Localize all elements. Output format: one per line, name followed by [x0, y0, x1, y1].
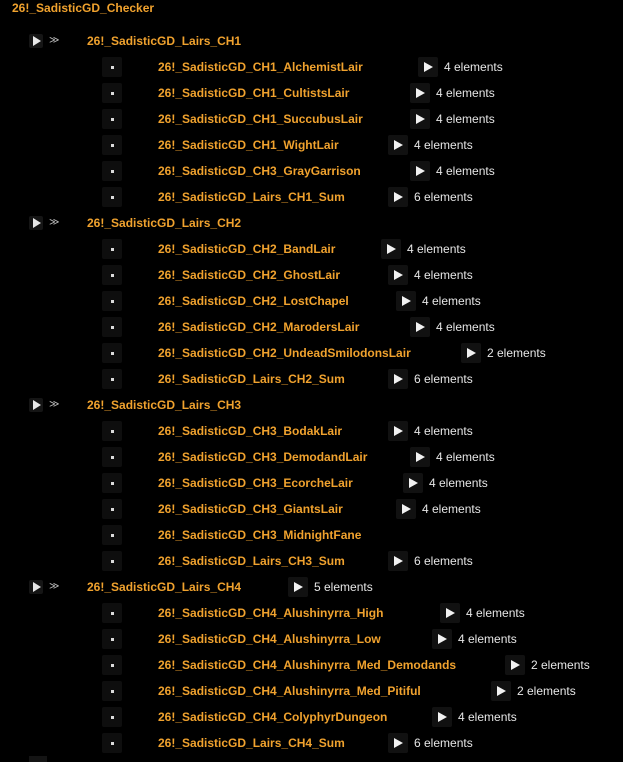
- expand-triangle-icon[interactable]: [432, 707, 452, 727]
- tree-item-label[interactable]: 26!_SadisticGD_CH4_Alushinyrra_Low: [158, 632, 381, 646]
- bullet-icon: [102, 291, 122, 311]
- tree-item-label[interactable]: 26!_SadisticGD_Lairs_CH4_Sum: [158, 736, 345, 750]
- expand-all-icon[interactable]: ≫: [49, 35, 60, 46]
- tree-item-label[interactable]: 26!_SadisticGD_CH4_ColyphyrDungeon: [158, 710, 388, 724]
- expand-all-icon[interactable]: ≫: [49, 399, 60, 410]
- tree-group-row[interactable]: [0, 392, 623, 418]
- element-count-text: 4 elements: [458, 632, 517, 646]
- expand-triangle-icon[interactable]: [396, 291, 416, 311]
- tree-group-row[interactable]: [0, 210, 623, 236]
- element-count-text: 4 elements: [414, 268, 473, 282]
- expand-all-icon[interactable]: ≫: [49, 217, 60, 228]
- bullet-icon: [102, 551, 122, 571]
- element-count-text: 6 elements: [414, 372, 473, 386]
- expand-triangle-icon[interactable]: [388, 551, 408, 571]
- bullet-icon: [102, 421, 122, 441]
- tree-item-label[interactable]: 26!_SadisticGD_CH4_Alushinyrra_High: [158, 606, 384, 620]
- expand-all-icon[interactable]: ≫: [49, 581, 60, 592]
- tree-item-row[interactable]: [0, 132, 623, 158]
- collapse-toggle-icon[interactable]: [29, 580, 43, 594]
- expand-triangle-icon[interactable]: [461, 343, 481, 363]
- element-count-text: 4 elements: [436, 450, 495, 464]
- expand-triangle-icon[interactable]: [388, 733, 408, 753]
- bullet-icon: [102, 499, 122, 519]
- expand-triangle-icon[interactable]: [418, 57, 438, 77]
- tree-item-label[interactable]: 26!_SadisticGD_CH2_LostChapel: [158, 294, 349, 308]
- tree-item-row[interactable]: [0, 184, 623, 210]
- tree-item-label[interactable]: 26!_SadisticGD_CH3_MidnightFane: [158, 528, 362, 542]
- element-count-text: 6 elements: [414, 554, 473, 568]
- bullet-icon: [102, 161, 122, 181]
- element-count-text: 2 elements: [531, 658, 590, 672]
- bullet-icon: [102, 239, 122, 259]
- expand-triangle-icon[interactable]: [403, 473, 423, 493]
- tree-item-row[interactable]: [0, 80, 623, 106]
- expand-triangle-icon[interactable]: [288, 577, 308, 597]
- expand-triangle-icon[interactable]: [410, 161, 430, 181]
- element-count-text: 4 elements: [414, 138, 473, 152]
- tree-item-row[interactable]: [0, 106, 623, 132]
- bullet-icon: [102, 343, 122, 363]
- tree-item-row[interactable]: [0, 418, 623, 444]
- element-count-text: 4 elements: [444, 60, 503, 74]
- element-count-text: 4 elements: [436, 112, 495, 126]
- element-count-text: 4 elements: [466, 606, 525, 620]
- tree-item-row[interactable]: [0, 158, 623, 184]
- tree-group-row[interactable]: [0, 574, 623, 600]
- collapse-toggle-icon[interactable]: [29, 34, 43, 48]
- element-count-text: 2 elements: [487, 346, 546, 360]
- expand-triangle-icon[interactable]: [505, 655, 525, 675]
- tree-item-row[interactable]: [0, 548, 623, 574]
- bullet-icon: [102, 83, 122, 103]
- element-count-text: 4 elements: [436, 164, 495, 178]
- bullet-icon: [102, 265, 122, 285]
- tree-item-label[interactable]: 26!_SadisticGD_CH4_Alushinyrra_Med_Pitiful: [158, 684, 421, 698]
- element-count-text: 4 elements: [436, 86, 495, 100]
- tree-item-row[interactable]: [0, 366, 623, 392]
- element-count-text: 4 elements: [458, 710, 517, 724]
- tree-item-row[interactable]: [0, 262, 623, 288]
- tree-group-row[interactable]: [0, 28, 623, 54]
- tree-item-row[interactable]: [0, 288, 623, 314]
- tree-item-label[interactable]: 26!_SadisticGD_CH3_BodakLair: [158, 424, 343, 438]
- tree-root-label[interactable]: 26!_SadisticGD_Checker: [12, 1, 155, 15]
- tree-item-row[interactable]: [0, 444, 623, 470]
- tree-item-row[interactable]: [0, 470, 623, 496]
- tree-item-row[interactable]: [0, 652, 623, 678]
- tree-item-label[interactable]: 26!_SadisticGD_CH3_DemodandLair: [158, 450, 368, 464]
- tree-item-row[interactable]: [0, 236, 623, 262]
- expand-triangle-icon[interactable]: [410, 83, 430, 103]
- element-count-text: 6 elements: [414, 190, 473, 204]
- element-count-text: 2 elements: [517, 684, 576, 698]
- tree-item-label[interactable]: 26!_SadisticGD_CH1_SuccubusLair: [158, 112, 363, 126]
- tree-group-label[interactable]: 26!_SadisticGD_Lairs_CH2: [87, 216, 242, 230]
- tree-item-label[interactable]: 26!_SadisticGD_Lairs_CH1_Sum: [158, 190, 345, 204]
- tree-item-label[interactable]: 26!_SadisticGD_CH1_WightLair: [158, 138, 339, 152]
- element-count-text: 4 elements: [436, 320, 495, 334]
- expand-triangle-icon[interactable]: [410, 317, 430, 337]
- bullet-icon: [102, 525, 122, 545]
- tree-item-label[interactable]: 26!_SadisticGD_Lairs_CH3_Sum: [158, 554, 345, 568]
- tree-item-row[interactable]: [0, 54, 623, 80]
- bullet-icon: [102, 369, 122, 389]
- tree-item-label[interactable]: 26!_SadisticGD_CH3_EcorcheLair: [158, 476, 353, 490]
- tree-item-label[interactable]: 26!_SadisticGD_CH2_GhostLair: [158, 268, 341, 282]
- expand-triangle-icon[interactable]: [381, 239, 401, 259]
- tree-item-row[interactable]: [0, 678, 623, 704]
- tree-item-label[interactable]: 26!_SadisticGD_CH3_GiantsLair: [158, 502, 343, 516]
- bullet-icon: [102, 57, 122, 77]
- expand-triangle-icon[interactable]: [388, 265, 408, 285]
- expand-triangle-icon[interactable]: [388, 421, 408, 441]
- tree-item-label[interactable]: 26!_SadisticGD_CH1_CultistsLair: [158, 86, 350, 100]
- tree-item-row[interactable]: [0, 496, 623, 522]
- bullet-icon: [102, 707, 122, 727]
- tree-item-label[interactable]: 26!_SadisticGD_CH2_BandLair: [158, 242, 336, 256]
- bullet-icon: [102, 655, 122, 675]
- element-count-text: 6 elements: [414, 736, 473, 750]
- bullet-icon: [102, 135, 122, 155]
- collapse-toggle-icon[interactable]: [29, 398, 43, 412]
- tree-item-label[interactable]: 26!_SadisticGD_CH3_GrayGarrison: [158, 164, 361, 178]
- tree-item-label[interactable]: 26!_SadisticGD_CH1_AlchemistLair: [158, 60, 363, 74]
- element-count-text: 4 elements: [422, 294, 481, 308]
- tree-item-label[interactable]: 26!_SadisticGD_CH4_Alushinyrra_Med_Demodands: [158, 658, 457, 672]
- bullet-icon: [102, 603, 122, 623]
- tree-item-row[interactable]: [0, 704, 623, 730]
- tree-item-row[interactable]: [0, 626, 623, 652]
- expand-triangle-icon[interactable]: [440, 603, 460, 623]
- tree-group-label[interactable]: 26!_SadisticGD_Lairs_CH1: [87, 34, 242, 48]
- expand-triangle-icon[interactable]: [432, 629, 452, 649]
- tree-item-row[interactable]: [0, 522, 623, 548]
- element-count-text: 5 elements: [314, 580, 373, 594]
- expand-triangle-icon[interactable]: [388, 187, 408, 207]
- element-count-text: 4 elements: [429, 476, 488, 490]
- expand-triangle-icon[interactable]: [396, 499, 416, 519]
- bullet-icon: [102, 681, 122, 701]
- tree-item-row[interactable]: [0, 730, 623, 756]
- bullet-icon: [102, 629, 122, 649]
- tree-item-label[interactable]: 26!_SadisticGD_CH2_UndeadSmilodonsLair: [158, 346, 411, 360]
- bullet-icon: [102, 447, 122, 467]
- tree-item-row[interactable]: [0, 314, 623, 340]
- expand-triangle-icon[interactable]: [410, 109, 430, 129]
- element-count-text: 4 elements: [407, 242, 466, 256]
- collapse-toggle-icon[interactable]: [29, 216, 43, 230]
- tree-item-label[interactable]: 26!_SadisticGD_Lairs_CH2_Sum: [158, 372, 345, 386]
- expand-triangle-icon[interactable]: [388, 369, 408, 389]
- expand-triangle-icon[interactable]: [410, 447, 430, 467]
- element-count-text: 4 elements: [422, 502, 481, 516]
- tree-item-row[interactable]: [0, 340, 623, 366]
- bullet-icon: [102, 473, 122, 493]
- tree-group-label[interactable]: 26!_SadisticGD_Lairs_CH3: [87, 398, 242, 412]
- bullet-icon: [102, 109, 122, 129]
- bullet-icon: [102, 317, 122, 337]
- tree-item-row[interactable]: [0, 600, 623, 626]
- tree-group-label[interactable]: 26!_SadisticGD_Lairs_CH4: [87, 580, 242, 594]
- expand-triangle-icon[interactable]: [388, 135, 408, 155]
- expand-triangle-icon[interactable]: [491, 681, 511, 701]
- tree-item-label[interactable]: 26!_SadisticGD_CH2_MarodersLair: [158, 320, 360, 334]
- bullet-icon: [102, 187, 122, 207]
- bullet-icon: [102, 733, 122, 753]
- element-count-text: 4 elements: [414, 424, 473, 438]
- next-row-stub: [29, 756, 47, 762]
